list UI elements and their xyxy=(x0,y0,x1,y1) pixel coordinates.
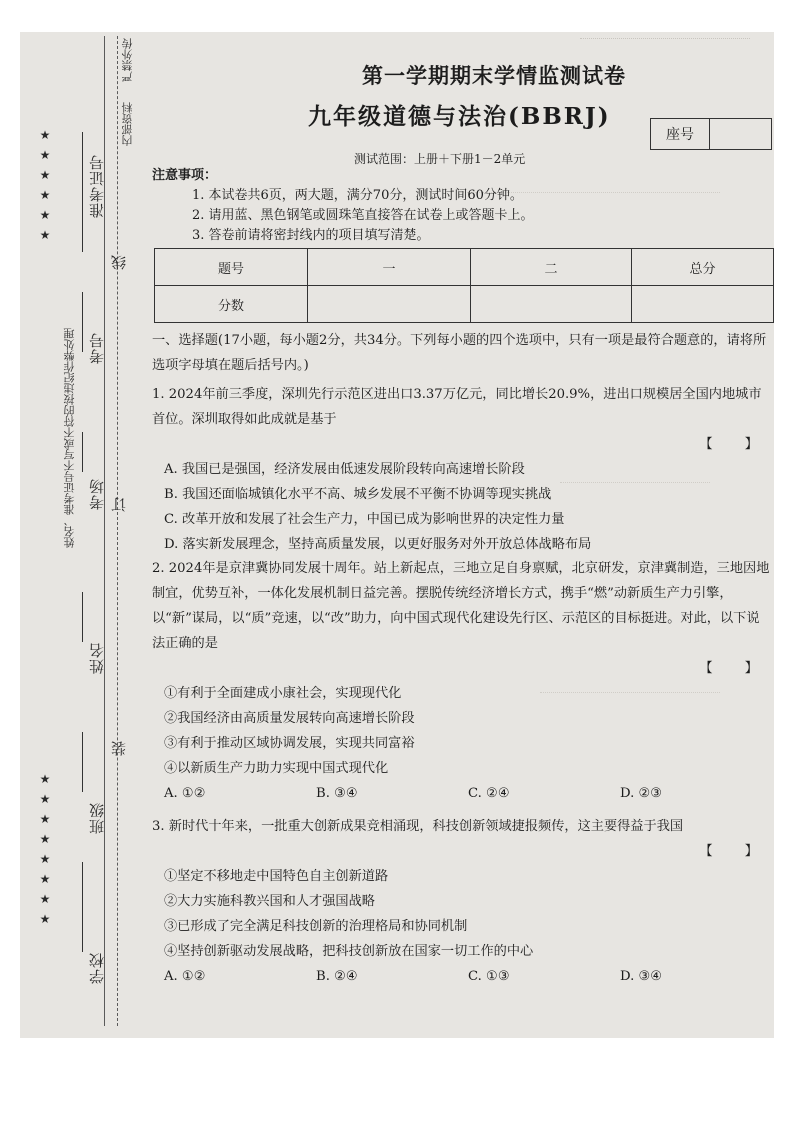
statement-3: ③有利于推动区域协调发展，实现共同富裕 xyxy=(164,736,415,751)
choices-row xyxy=(152,964,772,989)
score-cell-part2[interactable] xyxy=(471,286,632,323)
question-3 xyxy=(152,814,772,989)
seat-number-box xyxy=(650,118,772,150)
notes-heading: 注意事项： xyxy=(152,168,218,183)
option-d: D. 落实新发展理念，坚持高质量发展，以更好服务对外开放总体战略布局 xyxy=(164,537,592,552)
choice-b: B. ③④ xyxy=(316,786,358,801)
line-mark: 线 xyxy=(110,254,128,270)
answer-bracket[interactable]: 【 】 xyxy=(699,661,772,676)
exam-id-label: 准考证号 xyxy=(88,154,106,218)
statement-4: ④坚持创新驱动发展战略，把科技创新放在国家一切工作的中心 xyxy=(164,944,534,959)
name-label: 姓名 xyxy=(88,642,106,674)
note-item: 1. 本试卷共6页，两大题，满分70分，测试时间60分钟。 xyxy=(192,188,523,203)
choices-row xyxy=(152,781,772,806)
question-stem: 3. 新时代十年来，一批重大创新成果竞相涌现，科技创新领域捷报频传，这主要得益于我国 xyxy=(152,819,684,834)
score-header-part1: 一 xyxy=(308,249,471,286)
score-row-label: 分数 xyxy=(155,286,308,323)
question-stem: 1. 2024年前三季度，深圳先行示范区进出口3.37万亿元，同比增长20.9%，进出口规模居全国内地城市首位。深圳取得如此成就是基于 xyxy=(152,387,762,427)
binding-margin xyxy=(20,32,132,1038)
statement-1: ①坚定不移地走中国特色自主创新道路 xyxy=(164,869,389,884)
class-label: 班级 xyxy=(88,802,106,834)
name-fill-line xyxy=(82,592,83,642)
statement-1: ①有利于全面建成小康社会，实现现代化 xyxy=(164,686,402,701)
answer-bracket[interactable]: 【 】 xyxy=(699,437,772,452)
exam-no-fill-line xyxy=(82,292,83,352)
score-header-part2: 二 xyxy=(471,249,632,286)
room-fill-line xyxy=(82,432,83,472)
seal-line xyxy=(117,36,118,1026)
no-spread-label: 严禁外传 xyxy=(121,38,134,82)
ding-mark: 订 xyxy=(110,496,128,512)
option-b: B. 我国还面临城镇化水平不高、城乡发展不平衡不协调等现实挑战 xyxy=(164,487,552,502)
class-fill-line xyxy=(82,732,83,792)
statement-4: ④以新质生产力助力实现中国式现代化 xyxy=(164,761,389,776)
question-2 xyxy=(152,556,772,806)
exam-id-fill-line xyxy=(82,132,83,252)
choice-c: C. ①③ xyxy=(468,969,510,984)
score-cell-part1[interactable] xyxy=(308,286,471,323)
scanned-page xyxy=(20,32,774,1038)
statement-2: ②大力实施科教兴国和人才强国战略 xyxy=(164,894,375,909)
statement-2: ②我国经济由高质量发展转向高速增长阶段 xyxy=(164,711,415,726)
section1-intro xyxy=(152,328,772,378)
score-cell-total[interactable] xyxy=(632,286,774,323)
choice-d: D. ②③ xyxy=(620,786,663,801)
choice-b: B. ②④ xyxy=(316,969,358,984)
option-c: C. 改革开放和发展了社会生产力，中国已成为影响世界的决定性力量 xyxy=(164,512,565,527)
choice-a: A. ①② xyxy=(164,786,206,801)
test-range: 测试范围：上册＋下册1－2单元 xyxy=(354,152,526,166)
notes-block xyxy=(152,166,534,246)
option-a: A. 我国已是强国，经济发展由低速发展阶段转向高速增长阶段 xyxy=(164,462,525,477)
statement-3: ③已形成了完全满足科技创新的治理格局和协同机制 xyxy=(164,919,468,934)
confidential-label: 内部资料 xyxy=(121,102,134,146)
exam-content xyxy=(136,32,774,1038)
exam-no-label: 考号 xyxy=(88,332,106,364)
choice-a: A. ①② xyxy=(164,969,206,984)
score-header-total: 总分 xyxy=(632,249,774,286)
question-1 xyxy=(152,382,772,557)
exam-title: 第一学期期末学情监测试卷 xyxy=(362,63,626,88)
note-item: 3. 答卷前请将密封线内的项目填写清楚。 xyxy=(192,228,430,243)
choice-d: D. ③④ xyxy=(620,969,663,984)
room-label: 考场 xyxy=(88,478,106,510)
school-label: 学校 xyxy=(88,952,106,984)
exam-subtitle: 九年级道德与法治(BBRJ) xyxy=(308,103,611,130)
answer-bracket[interactable]: 【 】 xyxy=(699,844,772,859)
warning-text: 姓名、准考证号不写或不符的按违纪作弊处理 xyxy=(63,328,76,548)
school-fill-line xyxy=(82,862,83,952)
note-item: 2. 请用蓝、黑色钢笔或圆珠笔直接答在试卷上或答题卡上。 xyxy=(192,208,534,223)
score-header-qno: 题号 xyxy=(155,249,308,286)
seat-value-cell[interactable] xyxy=(710,119,771,149)
score-table xyxy=(154,248,774,323)
question-stem: 2. 2024年是京津冀协同发展十周年。站上新起点，三地立足自身禀赋，北京研发，京津冀制造，三地因地制宜，优势互补，一体化发展机制日益完善。摆脱传统经济增长方式，携手“燃”动新质生产力引擎，以“新”谋局，以“质”竞速，以“改”助力，向中国式现代化建设先行区、示范区的目标挺进。对此，以下说法正确的是 xyxy=(152,561,770,651)
section1-intro-text: 一、选择题(17小题，每小题2分，共34分。下列每小题的四个选项中，只有一项是最符合题意的，请将所选项字母填在题后括号内。) xyxy=(152,333,767,373)
seat-label: 座号 xyxy=(651,119,710,149)
zhuang-mark: 装 xyxy=(110,740,128,756)
stars-top: ★★★★★★ xyxy=(38,128,52,248)
stars-bottom: ★★★★★★★★ xyxy=(38,772,52,932)
choice-c: C. ②④ xyxy=(468,786,510,801)
